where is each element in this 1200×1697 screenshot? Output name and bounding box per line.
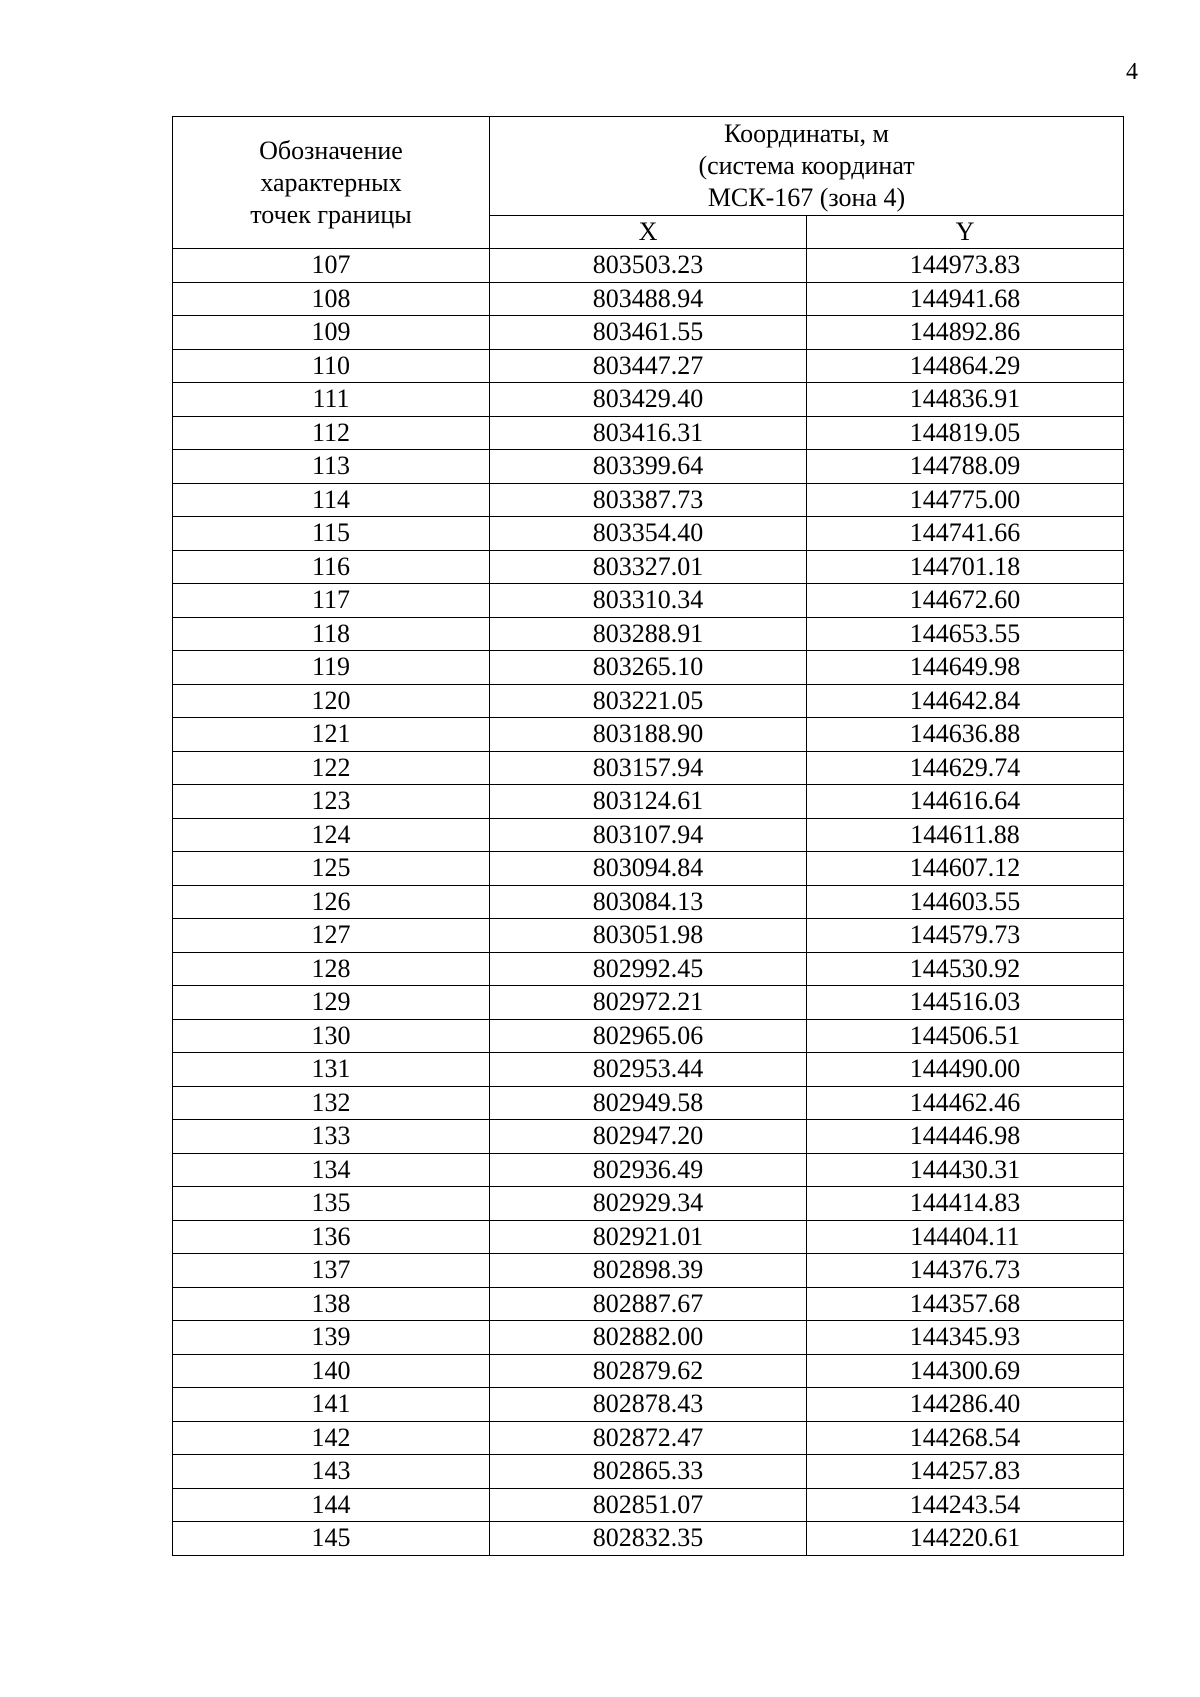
cell-x: 802832.35 [490, 1522, 807, 1556]
cell-point: 125 [173, 852, 490, 886]
cell-y: 144257.83 [807, 1455, 1124, 1489]
header-coords-line: (система координат [698, 151, 915, 180]
cell-x: 803188.90 [490, 718, 807, 752]
cell-point: 137 [173, 1254, 490, 1288]
cell-x: 802865.33 [490, 1455, 807, 1489]
header-designation-line: характерных [260, 167, 402, 197]
cell-y: 144788.09 [807, 450, 1124, 484]
cell-point: 140 [173, 1354, 490, 1388]
cell-x: 803416.31 [490, 416, 807, 450]
cell-x: 802882.00 [490, 1321, 807, 1355]
coordinates-table [172, 116, 1124, 1556]
cell-x: 803221.05 [490, 684, 807, 718]
cell-point: 135 [173, 1187, 490, 1221]
cell-y: 144819.05 [807, 416, 1124, 450]
cell-x: 802879.62 [490, 1354, 807, 1388]
cell-point: 113 [173, 450, 490, 484]
table-row [173, 751, 1124, 785]
header-designation-line: Обозначение [259, 135, 403, 165]
cell-y: 144741.66 [807, 517, 1124, 551]
table-row [173, 416, 1124, 450]
table-row [173, 483, 1124, 517]
cell-y: 144603.55 [807, 885, 1124, 919]
header-point-designation [173, 117, 490, 249]
table-row [173, 718, 1124, 752]
cell-y: 144462.46 [807, 1086, 1124, 1120]
table-row [173, 1287, 1124, 1321]
cell-x: 803124.61 [490, 785, 807, 819]
cell-x: 802929.34 [490, 1187, 807, 1221]
cell-x: 803288.91 [490, 617, 807, 651]
cell-point: 143 [173, 1455, 490, 1489]
header-designation-line: точек границы [250, 199, 412, 229]
table-row [173, 919, 1124, 953]
cell-x: 802851.07 [490, 1488, 807, 1522]
table-row [173, 1388, 1124, 1422]
cell-point: 145 [173, 1522, 490, 1556]
cell-x: 802872.47 [490, 1421, 807, 1455]
cell-x: 803354.40 [490, 517, 807, 551]
cell-x: 803447.27 [490, 349, 807, 383]
cell-point: 144 [173, 1488, 490, 1522]
cell-x: 802972.21 [490, 986, 807, 1020]
cell-point: 128 [173, 952, 490, 986]
cell-point: 139 [173, 1321, 490, 1355]
cell-point: 110 [173, 349, 490, 383]
cell-x: 802992.45 [490, 952, 807, 986]
header-coords-line: Координаты, м [724, 119, 889, 148]
cell-y: 144775.00 [807, 483, 1124, 517]
cell-point: 118 [173, 617, 490, 651]
table-row [173, 651, 1124, 685]
cell-x: 803503.23 [490, 249, 807, 283]
cell-x: 802947.20 [490, 1120, 807, 1154]
table-row [173, 1187, 1124, 1221]
cell-y: 144506.51 [807, 1019, 1124, 1053]
cell-point: 141 [173, 1388, 490, 1422]
cell-y: 144642.84 [807, 684, 1124, 718]
cell-y: 144357.68 [807, 1287, 1124, 1321]
cell-x: 803265.10 [490, 651, 807, 685]
table-row [173, 249, 1124, 283]
cell-x: 803094.84 [490, 852, 807, 886]
cell-y: 144973.83 [807, 249, 1124, 283]
cell-y: 144701.18 [807, 550, 1124, 584]
cell-y: 144446.98 [807, 1120, 1124, 1154]
header-y: Y [807, 216, 1124, 249]
cell-y: 144530.92 [807, 952, 1124, 986]
cell-y: 144672.60 [807, 584, 1124, 618]
table-row [173, 617, 1124, 651]
cell-point: 123 [173, 785, 490, 819]
table-row [173, 383, 1124, 417]
cell-y: 144864.29 [807, 349, 1124, 383]
header-x: X [490, 216, 807, 249]
cell-point: 126 [173, 885, 490, 919]
cell-y: 144220.61 [807, 1522, 1124, 1556]
cell-x: 803387.73 [490, 483, 807, 517]
table-row [173, 684, 1124, 718]
cell-point: 120 [173, 684, 490, 718]
cell-point: 109 [173, 316, 490, 350]
table-row [173, 986, 1124, 1020]
cell-x: 803051.98 [490, 919, 807, 953]
cell-point: 107 [173, 249, 490, 283]
table-row [173, 852, 1124, 886]
cell-y: 144616.64 [807, 785, 1124, 819]
table-row [173, 1053, 1124, 1087]
cell-x: 802949.58 [490, 1086, 807, 1120]
cell-point: 129 [173, 986, 490, 1020]
cell-x: 803461.55 [490, 316, 807, 350]
table-header [173, 117, 1124, 249]
table-row [173, 316, 1124, 350]
cell-y: 144404.11 [807, 1220, 1124, 1254]
cell-point: 133 [173, 1120, 490, 1154]
cell-x: 803327.01 [490, 550, 807, 584]
cell-x: 803107.94 [490, 818, 807, 852]
cell-x: 803157.94 [490, 751, 807, 785]
cell-y: 144941.68 [807, 282, 1124, 316]
cell-y: 144649.98 [807, 651, 1124, 685]
table-row [173, 1120, 1124, 1154]
cell-y: 144636.88 [807, 718, 1124, 752]
cell-point: 119 [173, 651, 490, 685]
cell-y: 144836.91 [807, 383, 1124, 417]
header-coordinates [490, 117, 1124, 216]
cell-x: 803488.94 [490, 282, 807, 316]
table-row [173, 1254, 1124, 1288]
table-row [173, 1421, 1124, 1455]
cell-y: 144286.40 [807, 1388, 1124, 1422]
cell-x: 802921.01 [490, 1220, 807, 1254]
cell-point: 117 [173, 584, 490, 618]
cell-x: 802936.49 [490, 1153, 807, 1187]
cell-y: 144414.83 [807, 1187, 1124, 1221]
cell-point: 132 [173, 1086, 490, 1120]
cell-point: 121 [173, 718, 490, 752]
cell-x: 803310.34 [490, 584, 807, 618]
cell-point: 134 [173, 1153, 490, 1187]
cell-point: 115 [173, 517, 490, 551]
cell-x: 802898.39 [490, 1254, 807, 1288]
cell-x: 803429.40 [490, 383, 807, 417]
table-row [173, 1321, 1124, 1355]
cell-point: 131 [173, 1053, 490, 1087]
page-number: 4 [1126, 59, 1138, 85]
table-row [173, 1019, 1124, 1053]
table-row [173, 785, 1124, 819]
cell-y: 144629.74 [807, 751, 1124, 785]
cell-point: 127 [173, 919, 490, 953]
cell-point: 122 [173, 751, 490, 785]
table-row [173, 1522, 1124, 1556]
cell-y: 144892.86 [807, 316, 1124, 350]
cell-point: 111 [173, 383, 490, 417]
table-row [173, 550, 1124, 584]
table-row [173, 1086, 1124, 1120]
table-row [173, 1455, 1124, 1489]
cell-point: 136 [173, 1220, 490, 1254]
cell-y: 144607.12 [807, 852, 1124, 886]
table-row [173, 349, 1124, 383]
cell-y: 144653.55 [807, 617, 1124, 651]
table-row [173, 952, 1124, 986]
table-body [173, 249, 1124, 1556]
cell-point: 114 [173, 483, 490, 517]
table-row [173, 584, 1124, 618]
cell-y: 144611.88 [807, 818, 1124, 852]
cell-y: 144579.73 [807, 919, 1124, 953]
cell-point: 112 [173, 416, 490, 450]
cell-y: 144490.00 [807, 1053, 1124, 1087]
cell-y: 144516.03 [807, 986, 1124, 1020]
cell-point: 108 [173, 282, 490, 316]
cell-x: 803084.13 [490, 885, 807, 919]
table-row [173, 1220, 1124, 1254]
cell-point: 138 [173, 1287, 490, 1321]
table-row [173, 818, 1124, 852]
table-row [173, 885, 1124, 919]
cell-y: 144376.73 [807, 1254, 1124, 1288]
cell-y: 144243.54 [807, 1488, 1124, 1522]
cell-y: 144300.69 [807, 1354, 1124, 1388]
cell-x: 802965.06 [490, 1019, 807, 1053]
header-coords-line: МСК-167 (зона 4) [707, 183, 906, 212]
cell-point: 130 [173, 1019, 490, 1053]
table-row [173, 282, 1124, 316]
cell-x: 803399.64 [490, 450, 807, 484]
cell-point: 124 [173, 818, 490, 852]
table-row [173, 517, 1124, 551]
cell-y: 144268.54 [807, 1421, 1124, 1455]
cell-y: 144430.31 [807, 1153, 1124, 1187]
table-row [173, 1153, 1124, 1187]
table-row [173, 1354, 1124, 1388]
cell-point: 142 [173, 1421, 490, 1455]
cell-x: 802887.67 [490, 1287, 807, 1321]
cell-x: 802953.44 [490, 1053, 807, 1087]
table-row [173, 1488, 1124, 1522]
cell-x: 802878.43 [490, 1388, 807, 1422]
cell-point: 116 [173, 550, 490, 584]
table-row [173, 450, 1124, 484]
cell-y: 144345.93 [807, 1321, 1124, 1355]
